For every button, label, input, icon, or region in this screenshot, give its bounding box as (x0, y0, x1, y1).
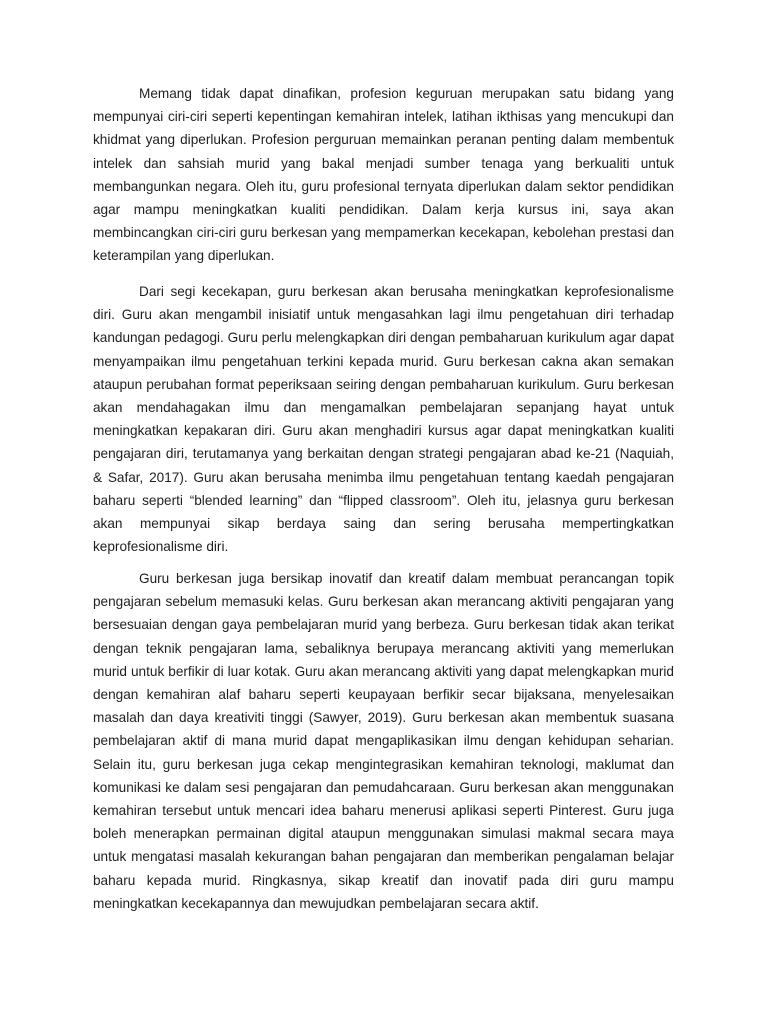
paragraph-text: Guru berkesan juga bersikap inovatif dan kreatif dalam membuat perancangan topik pengajaran sebelum memasuki kelas. Guru berkesan akan merancang aktiviti pengajaran yang bersesuaian dengan gaya pembelajaran murid yang berbeza. Guru berkesan tidak akan terikat dengan teknik pengajaran lama, sebaliknya berupaya merancang aktiviti yang memerlukan murid untuk berfikir di luar kotak. Guru akan merancang aktiviti yang dapat melengkapkan murid dengan kemahiran alaf baharu seperti keupayaan berfikir secar bijaksana, menyelesaikan masalah dan daya kreativiti tinggi (Sawyer, 2019). Guru berkesan akan membentuk suasana pembelajaran aktif di mana murid dapat mengaplikasikan ilmu dengan kehidupan seharian. Selain itu, guru berkesan juga cekap mengintegrasikan kemahiran teknologi, maklumat dan komunikasi ke dalam sesi pengajaran dan pemudahcaraan. Guru berkesan akan menggunakan kemahiran tersebut untuk mencari idea baharu menerusi aplikasi seperti Pinterest. Guru juga boleh menerapkan permainan digital ataupun menggunakan simulasi makmal secara maya untuk mengatasi masalah kekurangan bahan pengajaran dan memberikan pengalaman belajar baharu kepada murid. Ringkasnya, sikap kreatif dan inovatif pada diri guru mampu meningkatkan kecekapannya dan mewujudkan pembelajaran secara aktif. (93, 571, 674, 911)
paragraph-text: Memang tidak dapat dinafikan, profesion keguruan merupakan satu bidang yang mempunyai ciri-ciri seperti kepentingan kemahiran intelek, latihan ikthisas yang mencukupi dan khidmat yang diperlukan. Profesion perguruan memainkan peranan penting dalam membentuk intelek dan sahsiah murid yang bakal menjadi sumber tenaga yang berkualiti untuk membangunkan negara. Oleh itu, guru profesional ternyata diperlukan dalam sektor pendidikan agar mampu meningkatkan kualiti pendidikan. Dalam kerja kursus ini, saya akan membincangkan ciri-ciri guru berkesan yang mempamerkan kecekapan, kebolehan prestasi dan keterampilan yang diperlukan. (93, 86, 674, 264)
paragraph-text: Dari segi kecekapan, guru berkesan akan berusaha meningkatkan keprofesionalisme diri. Guru akan mengambil inisiatif untuk mengasahkan lagi ilmu pengetahuan diri terhadap kandungan pedagogi. Guru perlu melengkapkan diri dengan pembaharuan kurikulum agar dapat menyampaikan ilmu pengetahuan terkini kepada murid. Guru berkesan cakna akan semakan ataupun perubahan format peperiksaan seiring dengan pembaharuan kurikulum. Guru berkesan akan mendahagakan ilmu dan mengamalkan pembelajaran sepanjang hayat untuk meningkatkan kepakaran diri. Guru akan menghadiri kursus agar dapat meningkatkan kualiti pengajaran diri, terutamanya yang berkaitan dengan strategi pengajaran abad ke-21 (Naquiah, & Safar, 2017). Guru akan berusaha menimba ilmu pengetahuan tentang kaedah pengajaran baharu seperti “blended learning” dan “flipped classroom”. Oleh itu, jelasnya guru berkesan akan mempunyai sikap berdaya saing dan sering berusaha mempertingkatkan keprofesionalisme diri. (93, 284, 674, 555)
essay-paragraph-competence (93, 280, 674, 558)
essay-paragraph-introduction (93, 82, 674, 268)
essay-paragraph-innovation (93, 567, 674, 915)
